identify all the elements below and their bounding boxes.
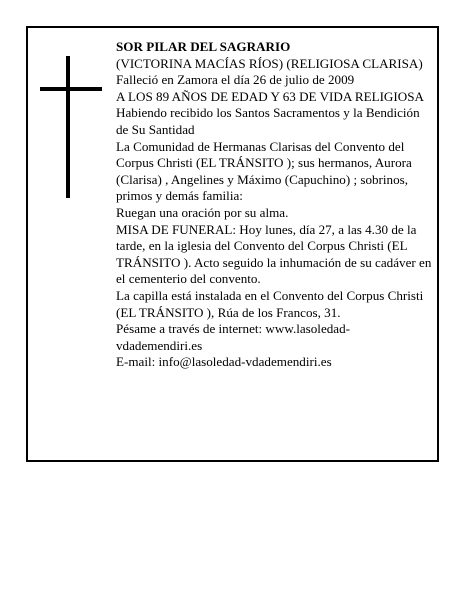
prayer-line: Ruegan una oración por su alma. <box>116 204 289 220</box>
condolences-line: Pésame a través de internet: www.lasoledad-vdademendiri.es <box>116 321 351 353</box>
death-date: Falleció en Zamora el día 26 de julio de 2009 <box>116 72 355 88</box>
chapel-line: La capilla está instalada en el Convento del Corpus Christi (EL TRÁNSITO ), Rúa de los Francos, 31. <box>116 287 424 320</box>
deceased-name: SOR PILAR DEL SAGRARIO <box>116 39 291 54</box>
cross-horizontal-bar <box>40 87 102 91</box>
cross-icon <box>40 56 102 198</box>
cross-vertical-bar <box>66 56 70 198</box>
age-line: A LOS 89 AÑOS DE EDAD Y 63 DE VIDA RELIGIOSA <box>116 88 424 104</box>
obituary-text <box>116 39 432 371</box>
civil-name: (VICTORINA MACÍAS RÍOS) (RELIGIOSA CLARISA) <box>116 55 423 71</box>
family-line: La Comunidad de Hermanas Clarisas del Convento del Corpus Christi (EL TRÁNSITO ); sus hermanos, Aurora (Clarisa) , Angelines y Máximo (Capuchino) ; sobrinos, primos y demás familia: <box>116 138 412 204</box>
email-line: E-mail: info@lasoledad-vdademendiri.es <box>116 354 332 370</box>
obituary-notice <box>26 26 439 462</box>
sacraments-line: Habiendo recibido los Santos Sacramentos y la Bendición de Su Santidad <box>116 105 420 137</box>
funeral-line: MISA DE FUNERAL: Hoy lunes, día 27, a las 4.30 de la tarde, en la iglesia del Convento del Corpus Christi (EL TRÁNSITO ). Acto seguido la inhumación de su cadáver en el cementerio del convento. <box>116 221 432 287</box>
